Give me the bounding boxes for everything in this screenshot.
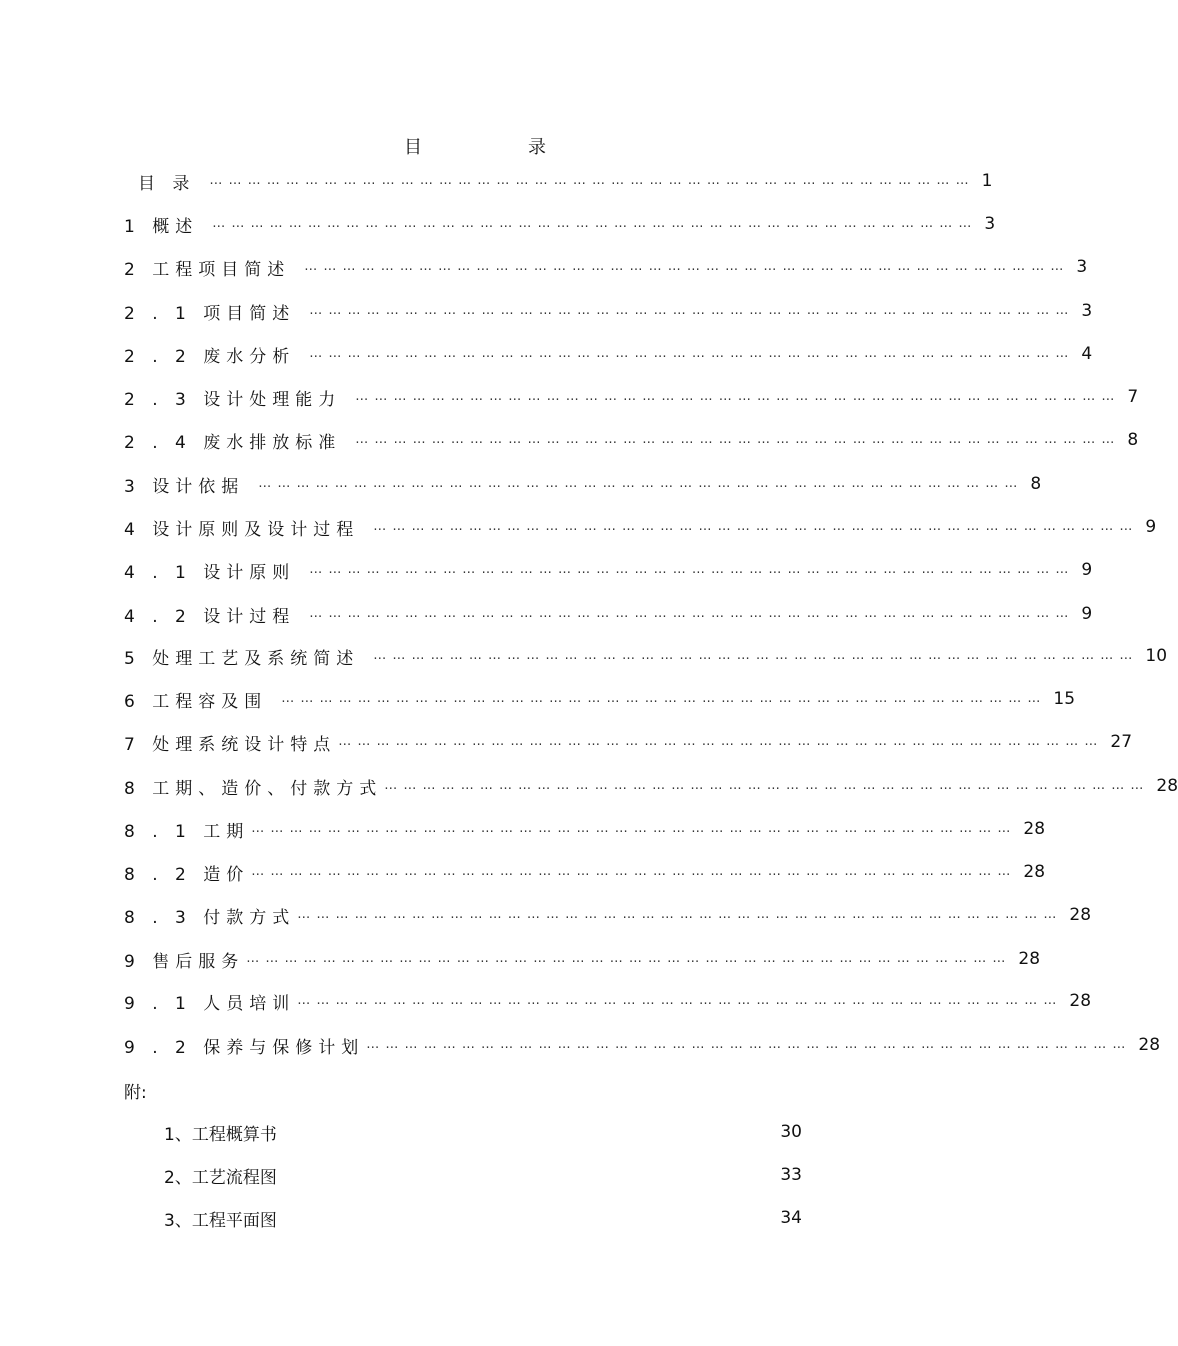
- toc-entry-page: 28: [1138, 1035, 1161, 1055]
- toc-entry[interactable]: [124, 859, 1046, 885]
- toc-leader-dots: … … … … … … … … … … … … … … … … … … … … … … … … … … … … … … … … … … … … … … … …: [281, 691, 1042, 706]
- toc-entry-page: 9: [1081, 604, 1093, 624]
- toc-leader-dots: … … … … … … … … … … … … … … … … … … … … … … … … … … … … … … … … … … … … … … … …: [297, 907, 1058, 922]
- toc-leader-dots: … … … … … … … … … … … … … … … … … … … … … … … … … … … … … … … … … … … … … … … …: [355, 389, 1116, 404]
- page-title: 目 录: [404, 137, 590, 158]
- toc-entry[interactable]: [124, 729, 1133, 755]
- toc-entry-label: 4 . 1 设计原则: [124, 562, 296, 583]
- toc-leader-dots: … … … … … … … … … … … … … … … … … … … … … … … … … … … … … … … … … … … … … … … …: [366, 1037, 1127, 1052]
- toc-entry-label: 9 . 1 人员培训: [124, 993, 296, 1014]
- toc-entry-label: 4 设计原则及设计过程: [124, 519, 360, 540]
- toc-entry[interactable]: [124, 686, 1076, 712]
- toc-entry-label: 2 工程项目简述: [124, 259, 291, 280]
- toc-entry-label: 2 . 3 设计处理能力: [124, 389, 342, 410]
- toc-entry-page: 28: [1018, 949, 1041, 969]
- toc-entry[interactable]: [124, 773, 1178, 799]
- toc-entry[interactable]: [124, 298, 1093, 324]
- toc-entry[interactable]: [124, 514, 1157, 540]
- toc-entry[interactable]: [124, 1032, 1161, 1058]
- toc-entry-page: 3: [1076, 257, 1088, 277]
- toc-leader-dots: … … … … … … … … … … … … … … … … … … … … … … … … … … … … … … … … … … … … … … … …: [258, 476, 1019, 491]
- appendix-item-label: 1、工程概算书: [164, 1124, 277, 1145]
- appendix-item[interactable]: [124, 1119, 802, 1145]
- toc-entry[interactable]: [124, 902, 1092, 928]
- toc-entry[interactable]: [124, 946, 1041, 972]
- appendix-item[interactable]: [124, 1162, 802, 1188]
- toc-entry-page: 3: [984, 214, 996, 234]
- toc-leader-dots: … … … … … … … … … … … … … … … … … … … … … … … … … … … … … … … … … … … … … … … …: [309, 346, 1070, 361]
- toc-entry[interactable]: [124, 427, 1139, 453]
- toc-entry[interactable]: [124, 168, 993, 194]
- toc-entry-label: 8 . 3 付款方式: [124, 907, 296, 928]
- toc-leader-dots: … … … … … … … … … … … … … … … … … … … … … … … … … … … … … … … … … … … … … … … …: [212, 216, 973, 231]
- toc-entry-page: 7: [1127, 387, 1139, 407]
- toc-leader-dots: … … … … … … … … … … … … … … … … … … … … … … … … … … … … … … … … … … … … … … … …: [355, 432, 1116, 447]
- toc-entry-page: 15: [1053, 689, 1076, 709]
- toc-entry[interactable]: [124, 341, 1093, 367]
- toc-entry[interactable]: [124, 471, 1042, 497]
- appendix-heading: 附:: [124, 1083, 147, 1103]
- toc-entry-page: 1: [981, 171, 993, 191]
- toc-entry-page: 28: [1069, 991, 1092, 1011]
- toc-leader-dots: … … … … … … … … … … … … … … … … … … … … … … … … … … … … … … … … … … … … … … … …: [338, 734, 1099, 749]
- toc-leader-dots: … … … … … … … … … … … … … … … … … … … … … … … … … … … … … … … … … … … … … … … …: [309, 562, 1070, 577]
- appendix-item[interactable]: [124, 1205, 802, 1231]
- toc-leader-dots: … … … … … … … … … … … … … … … … … … … … … … … … … … … … … … … … … … … … … … … …: [297, 993, 1058, 1008]
- toc-entry-label: 8 . 1 工期: [124, 821, 250, 842]
- toc-entry-label: 7 处理系统设计特点: [124, 734, 337, 755]
- toc-entry-label: 4 . 2 设计过程: [124, 606, 296, 627]
- toc-leader-dots: … … … … … … … … … … … … … … … … … … … … … … … … … … … … … … … … … … … … … … … …: [246, 951, 1007, 966]
- toc-leader-dots: … … … … … … … … … … … … … … … … … … … … … … … … … … … … … … … … … … … … … … … …: [304, 259, 1065, 274]
- toc-entry-label: 9 . 2 保养与保修计划: [124, 1037, 365, 1058]
- toc-leader-dots: … … … … … … … … … … … … … … … … … … … … … … … … … … … … … … … … … … … … … … … …: [373, 648, 1134, 663]
- toc-entry[interactable]: [124, 816, 1046, 842]
- toc-entry-label: 5 处理工艺及系统简述: [124, 648, 360, 669]
- toc-entry-label: 9 售后服务: [124, 951, 245, 972]
- toc-entry-page: 3: [1081, 301, 1093, 321]
- toc-entry-label: 目 录: [138, 173, 196, 194]
- toc-entry-page: 4: [1081, 344, 1093, 364]
- toc-entry-label: 8 . 2 造价: [124, 864, 250, 885]
- appendix-item-page: 30: [780, 1122, 802, 1142]
- toc-entry-label: 2 . 4 废水排放标准: [124, 432, 342, 453]
- appendix-item-page: 34: [780, 1208, 802, 1228]
- toc-entry-label: 3 设计依据: [124, 476, 245, 497]
- toc-leader-dots: … … … … … … … … … … … … … … … … … … … … … … … … … … … … … … … … … … … … … … … …: [309, 303, 1070, 318]
- toc-entry[interactable]: [124, 643, 1168, 669]
- toc-entry[interactable]: [124, 254, 1088, 280]
- toc-entry-page: 28: [1023, 862, 1046, 882]
- toc-entry-label: 1 概述: [124, 216, 199, 237]
- toc-entry-page: 8: [1030, 474, 1042, 494]
- toc-entry-page: 8: [1127, 430, 1139, 450]
- toc-leader-dots: … … … … … … … … … … … … … … … … … … … … … … … … … … … … … … … … … … … … … … … …: [384, 778, 1145, 793]
- toc-entry[interactable]: [124, 211, 996, 237]
- appendix-item-label: 3、工程平面图: [164, 1210, 277, 1231]
- toc-entry-page: 9: [1081, 560, 1093, 580]
- toc-entry-page: 28: [1069, 905, 1092, 925]
- appendix-item-page: 33: [780, 1165, 802, 1185]
- toc-leader-dots: … … … … … … … … … … … … … … … … … … … … … … … … … … … … … … … … … … … … … … … …: [251, 864, 1012, 879]
- toc-entry-page: 9: [1145, 517, 1157, 537]
- toc-entry-label: 6 工程容及围: [124, 691, 268, 712]
- toc-entry-page: 10: [1145, 646, 1168, 666]
- toc-entry[interactable]: [124, 384, 1139, 410]
- toc-leader-dots: … … … … … … … … … … … … … … … … … … … … … … … … … … … … … … … … … … … … … … … …: [309, 606, 1070, 621]
- toc-entry-label: 2 . 2 废水分析: [124, 346, 296, 367]
- toc-entry[interactable]: [124, 557, 1093, 583]
- toc-entry[interactable]: [124, 601, 1093, 627]
- toc-entry-label: 8 工期、造价、付款方式: [124, 778, 383, 799]
- toc-entry-page: 28: [1023, 819, 1046, 839]
- appendix-item-label: 2、工艺流程图: [164, 1167, 277, 1188]
- toc-entry-page: 27: [1110, 732, 1133, 752]
- toc-entry-label: 2 . 1 项目简述: [124, 303, 296, 324]
- toc-entry[interactable]: [124, 988, 1092, 1014]
- toc-leader-dots: … … … … … … … … … … … … … … … … … … … … … … … … … … … … … … … … … … … … … … … …: [209, 173, 970, 188]
- toc-entry-page: 28: [1156, 776, 1178, 796]
- toc-leader-dots: … … … … … … … … … … … … … … … … … … … … … … … … … … … … … … … … … … … … … … … …: [373, 519, 1134, 534]
- toc-leader-dots: … … … … … … … … … … … … … … … … … … … … … … … … … … … … … … … … … … … … … … … …: [251, 821, 1012, 836]
